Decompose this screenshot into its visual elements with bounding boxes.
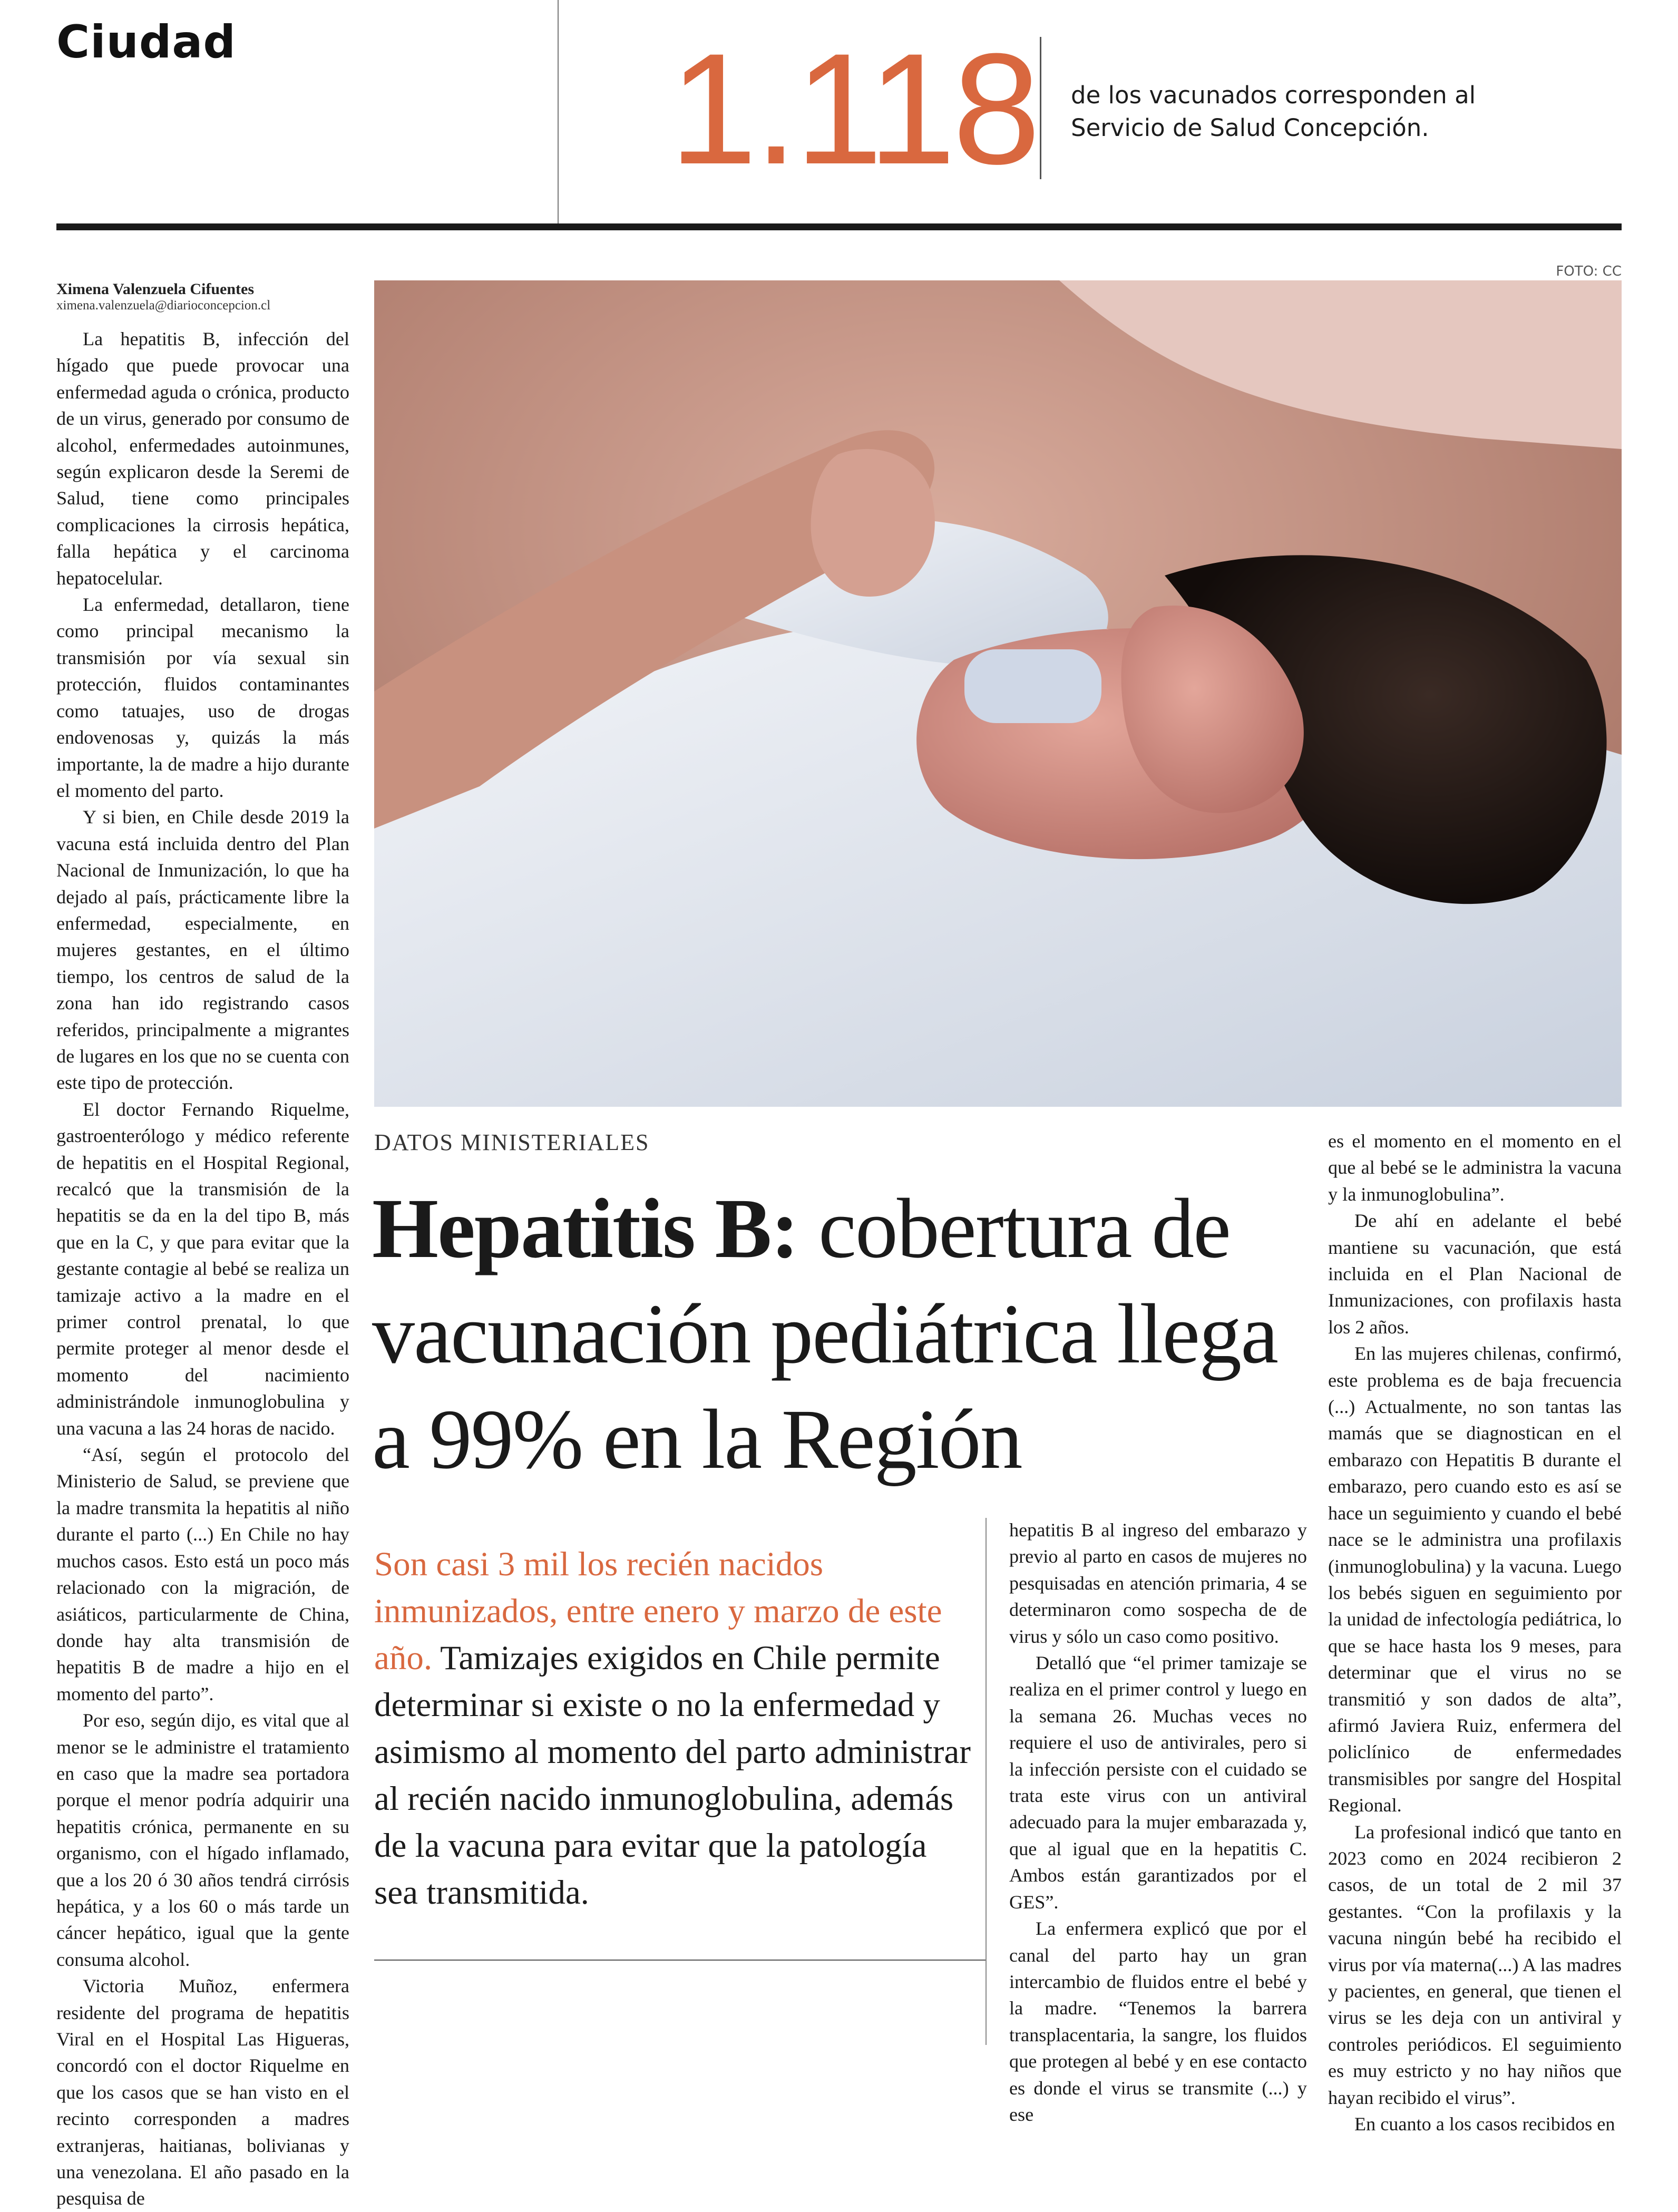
paragraph: De ahí en adelante el bebé mantiene su vacunación, que está incluida en el Plan Nacional de Inmunizaciones, con profilaxis hasta los 2 años.	[1328, 1210, 1622, 1338]
paragraph: La hepatitis B, infección del hígado que puede provocar una enfermedad aguda o crónica, producto de un virus, generado por consumo de alcohol, enfermedades autoinmunes, según explicaron desde la Seremi de Salud, tiene como principales complicaciones la cirrosis hepática, falla hepática y el carcinoma hepatocelular.	[56, 328, 349, 589]
paragraph: El doctor Fernando Riquelme, gastroenterólogo y médico referente de hepatitis en el Hospital Regional, recalcó que la transmisión de la hepatitis se da en la del tipo B, más que en la C, y que para evitar que la gestante contagie al bebé se realiza un tamizaje activo a la madre en el primer control prenatal, lo que permite proteger al menor desde el momento del nacimiento administrándole inmunoglobulina y una vacuna a las 24 horas de nacido.	[56, 1098, 349, 1439]
paragraph: En las mujeres chilenas, confirmó, este problema es de baja frecuencia (...) Actualmente, no son tantas las mamás que se diagnostican en el embarazo con Hepatitis B durante el embarazo, pero cuando esto es así se hace un seguimiento y cuando el bebé nace se le administra una profilaxis (inmunoglobulina) y la vacuna. Luego los bebés siguen en seguimiento por la unidad de infectología pediátrica, lo que se hace hasta los 9 meses, para determinar que el virus no se transmitió y son dados de alta”, afirmó Javiera Ruiz, enfermera del policlínico de enfermedades transmisibles por sangre del Hospital Regional.	[1328, 1343, 1622, 1816]
dek-highlight: Son casi 3 mil los recién nacidos inmunizados, entre enero y marzo de este año.	[374, 1545, 942, 1677]
stat-caption: de los vacunados corresponden al Servicio de Salud Concepción.	[1071, 81, 1476, 142]
paragraph: Detalló que “el primer tamizaje se realiza en el primer control y luego en la semana 26. Muchas veces no requiere el uso de antivirales, pero si la infección persiste con el cuidado se trata este virus con un antiviral adecuado para la mujer embarazada y, que al igual que en la hepatitis C. Ambos están garantizados por el GES”.	[1009, 1652, 1307, 1913]
masthead-divider-left	[558, 0, 559, 223]
photo-credit: FOTO: CC	[1556, 264, 1622, 279]
stat-divider	[1040, 37, 1041, 179]
dek-rule	[374, 1960, 986, 1961]
article-column-2	[1009, 1517, 1307, 2128]
article-column-3	[1328, 1128, 1622, 2137]
paragraph: La enfermedad, detallaron, tiene como principal mecanismo la transmisión por vía sexual sin protección, fluidos contaminantes como tatuajes, uso de drogas endovenosas y, quizás la más importante, la de madre a hijo durante el momento del parto.	[56, 594, 349, 801]
masthead-rule	[56, 223, 1622, 230]
headline	[372, 1176, 1321, 1493]
dek	[374, 1541, 975, 1916]
stat-number: 1.118	[669, 20, 1038, 197]
article-column-1	[56, 326, 349, 2212]
byline-author: Ximena Valenzuela Cifuentes	[56, 280, 254, 298]
article-photo	[374, 280, 1622, 1107]
paragraph: En cuanto a los casos recibidos en	[1354, 2113, 1615, 2135]
byline-email: ximena.valenzuela@diarioconcepcion.cl	[56, 298, 271, 313]
paragraph: La profesional indicó que tanto en 2023 como en 2024 recibieron 2 casos, de un total de 2 mil 37 gestantes. “Con la profilaxis y la vacuna ningún bebé ha recibido el virus por vía materna(...) A las madres y pacientes, en general, que tienen el virus se les deja con un antiviral y controles periódicos. El seguimiento es muy estricto y no hay niños que hayan recibido el virus”.	[1328, 1821, 1622, 2108]
headline-rest: cobertura de vacunación pediátrica llega a 99% en la Región	[372, 1182, 1278, 1487]
paragraph: “Así, según el protocolo del Ministerio de Salud, se previene que la madre transmita la hepatitis al niño durante el parto (...) En Chile no hay muchos casos. Esto está un poco más relacionado con la migración, de asiáticos, particularmente de China, donde hay alta transmisión de hepatitis B de madre a hijo en el momento del parto”.	[56, 1444, 349, 1704]
newborn-photo-illustration	[374, 280, 1622, 1107]
column-divider	[986, 1518, 987, 2045]
dek-body: Tamizajes exigidos en Chile permite determinar si existe o no la enfermedad y asimismo al momento del parto administrar al recién nacido inmunoglobulina, además de la vacuna para evitar que la patología sea transmitida.	[374, 1639, 971, 1912]
paragraph: La enfermera explicó que por el canal del parto hay un gran intercambio de fluidos entre el bebé y la madre. “Tenemos la barrera transplacentaria, la sangre, los fluidos que protegen al bebé y en ese contacto es donde el virus se transmite (...) y ese	[1009, 1918, 1307, 2125]
paragraph: es el momento en el momento en el que al bebé se le administra la vacuna y la inmunoglobulina”.	[1328, 1131, 1622, 1205]
kicker: DATOS MINISTERIALES	[374, 1129, 650, 1155]
section-label: Ciudad	[56, 16, 236, 69]
headline-bold: Hepatitis B:	[372, 1182, 798, 1276]
paragraph: Victoria Muñoz, enfermera residente del programa de hepatitis Viral en el Hospital Las Higueras, concordó con el doctor Riquelme en que los casos que se han visto en el recinto corresponden a madres extranjeras, haitianas, bolivianas y una venezolana. El año pasado en la pesquisa de	[56, 1975, 349, 2209]
paragraph: Y si bien, en Chile desde 2019 la vacuna está incluida dentro del Plan Nacional de Inmunización, lo que ha dejado al país, prácticamente libre la enfermedad, especialmente, en mujeres gestantes, en el último tiempo, los centros de salud de la zona han ido registrando casos referidos, principalmente a migrantes de lugares en los que no se cuenta con este tipo de protección.	[56, 806, 349, 1094]
paragraph: Por eso, según dijo, es vital que al menor se le administre el tratamiento en caso que la madre sea portadora porque el menor podría adquirir una hepatitis crónica, permanente en su organismo, con el hígado inflamado, que a los 20 ó 30 años tendrá cirrósis hepática, y a los 60 o más tarde un cáncer hepático, igual que la gente consuma alcohol.	[56, 1710, 349, 1970]
paragraph: hepatitis B al ingreso del embarazo y previo al parto en casos de mujeres no pesquisadas en atención primaria, 4 se determinaron como sospecha de de virus y sólo un caso como positivo.	[1009, 1519, 1307, 1647]
